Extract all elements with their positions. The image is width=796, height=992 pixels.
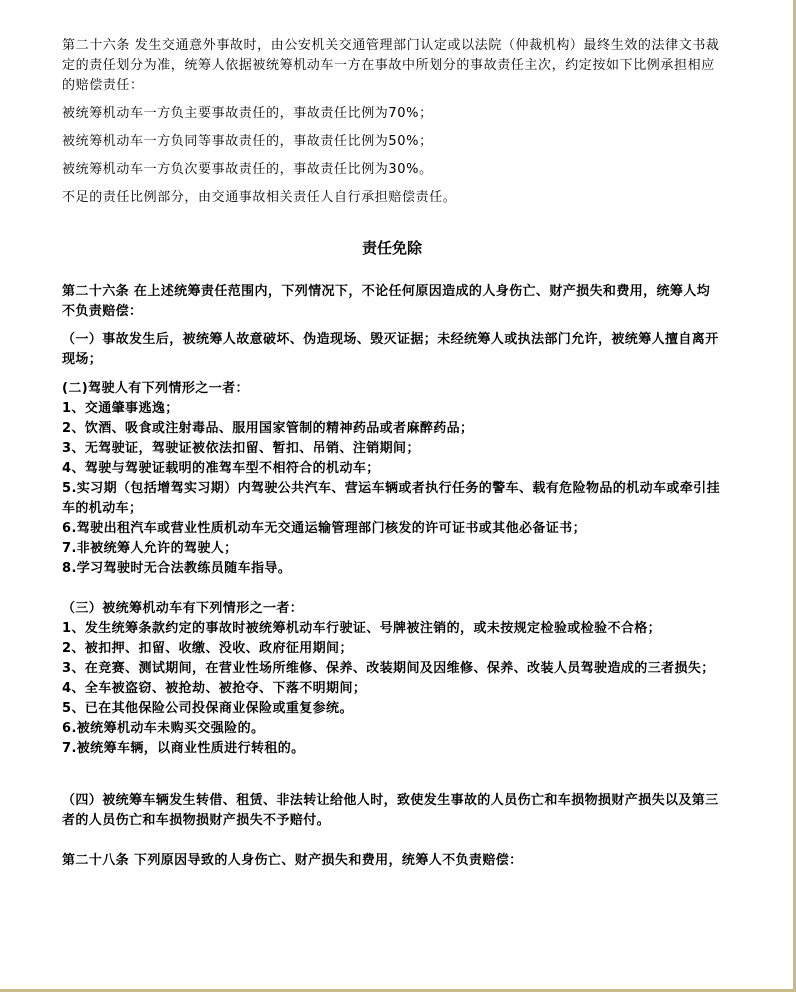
clause-2-item: 5.实习期（包括增驾实习期）内驾驶公共汽车、营运车辆或者执行任务的警车、载有危险物品的机动车或牵引挂车的机动车； <box>62 481 720 516</box>
clause-2-item: 8.学习驾驶时无合法教练员随车指导。 <box>62 561 292 576</box>
clause-3-item: 4、全车被盗窃、被抢劫、被抢夺、下落不明期间； <box>62 681 367 696</box>
exclusion-clause-3-title: （三）被统筹机动车有下列情形之一者： <box>62 601 304 616</box>
document-body <box>62 36 722 871</box>
exclusion-clause-1: （一）事故发生后，被统筹人故意破坏、伪造现场、毁灭证据；未经统筹人或执法部门允许，被统筹人擅自离开现场； <box>62 332 719 367</box>
liability-item-minor: 被统筹机动车一方负次要事故责任的，事故责任比例为30%。 <box>62 162 433 177</box>
clause-3-item: 5、已在其他保险公司投保商业保险或重复参统。 <box>62 701 353 716</box>
article-28-intro: 第二十八条 下列原因导致的人身伤亡、财产损失和费用，统筹人不负责赔偿： <box>62 853 523 868</box>
clause-3-item: 7.被统筹车辆，以商业性质进行转租的。 <box>62 741 305 756</box>
clause-2-item: 6.驾驶出租汽车或营业性质机动车无交通运输管理部门核发的许可证书或其他必备证书； <box>62 521 586 536</box>
clause-2-item: 3、无驾驶证，驾驶证被依法扣留、暂扣、吊销、注销期间； <box>62 441 420 456</box>
exclusion-article-intro: 第二十六条 在上述统筹责任范围内，下列情况下，不论任何原因造成的人身伤亡、财产损失和费用，统筹人均不负责赔偿： <box>62 284 711 319</box>
clause-2-item: 4、驾驶与驾驶证载明的准驾车型不相符合的机动车； <box>62 461 380 476</box>
liability-item-equal: 被统筹机动车一方负同等事故责任的，事故责任比例为50%； <box>62 134 433 149</box>
clause-3-item: 3、在竞赛、测试期间，在营业性场所维修、保养、改装期间及因维修、保养、改装人员驾驶造成的三者损失； <box>62 661 715 676</box>
clause-3-item: 2、被扣押、扣留、收缴、没收、政府征用期间； <box>62 641 353 656</box>
article-26-intro: 第二十六条 发生交通意外事故时，由公安机关交通管理部门认定或以法院（仲裁机构）最终生效的法律文书裁定的责任划分为准，统筹人依据被统筹机动车一方在事故中所划分的事故责任主次，约定按如下比例承担相应的赔偿责任： <box>62 38 720 93</box>
clause-2-item: 7.非被统筹人允许的驾驶人； <box>62 541 238 556</box>
clause-3-item: 6.被统筹机动车未购买交强险的。 <box>62 721 265 736</box>
section-title: 责任免除 <box>361 239 422 257</box>
clause-2-item: 2、饮酒、吸食或注射毒品、服用国家管制的精神药品或者麻醉药品； <box>62 421 474 436</box>
clause-2-item: 1、交通肇事逃逸； <box>62 401 179 416</box>
exclusion-clause-2-title: (二)驾驶人有下列情形之一者： <box>62 381 249 396</box>
exclusion-clause-4: （四）被统筹车辆发生转借、租赁、非法转让给他人时，致使发生事故的人员伤亡和车损物损财产损失以及第三者的人员伤亡和车损物损财产损失不予赔付。 <box>62 793 719 828</box>
clause-3-item: 1、发生统筹条款约定的事故时被统筹机动车行驶证、号牌被注销的，或未按规定检验或检验不合格； <box>62 621 662 636</box>
liability-item-remainder: 不足的责任比例部分，由交通事故相关责任人自行承担赔偿责任。 <box>62 190 457 205</box>
liability-item-major: 被统筹机动车一方负主要事故责任的，事故责任比例为70%； <box>62 106 433 121</box>
